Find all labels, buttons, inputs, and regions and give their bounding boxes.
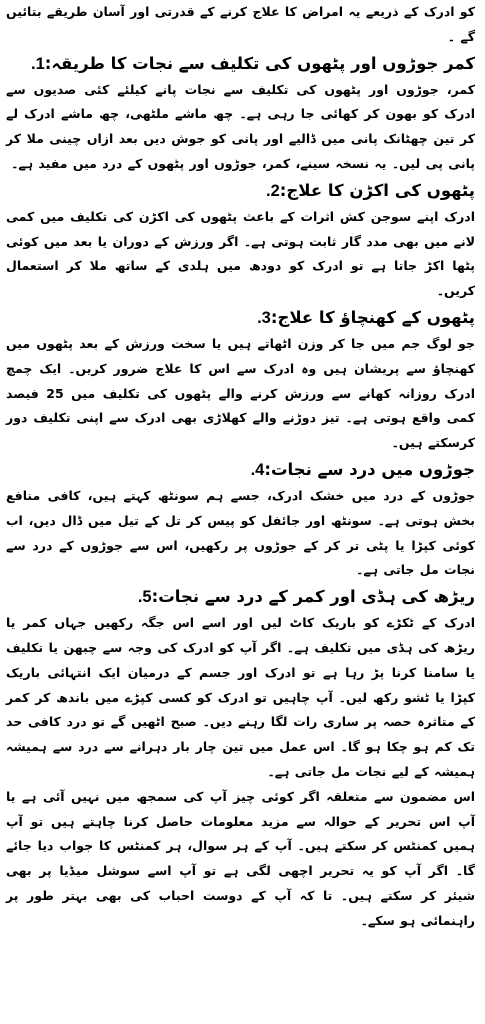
section-number: 1. [30,54,45,73]
section-title: پٹھوں کی اکڑن کا علاج: [279,180,475,200]
section-heading [6,583,475,611]
section-5 [6,583,475,785]
section-2 [6,177,475,304]
section-body: کمر، جوڑوں اور پٹھوں کی تکلیف سے نجات پانے کیلئے کئی صدیوں سے ادرک کو بھون کر کھائی جا رہی ہے۔ چھ ماشے ملٹھی، چھ ماشے ادرک لے کر تین چھٹانک پانی میں ڈالیے اور پانی کو جوش دیں بعد ازاں چینی ملا کر پانی پی لیں۔ یہ نسخہ سینے، کمر، جوڑوں اور پٹھوں کے درد میں مفید ہے۔ [6,81,475,171]
section-title: کمر جوڑوں اور پٹھوں کی تکلیف سے نجات کا طریقہ: [44,53,475,73]
section-heading [6,177,475,205]
section-1 [6,50,475,177]
closing-paragraph: اس مضمون سے متعلقہ اگر کوئی چیز آپ کی سمجھ میں نہیں آئی ہے یا آپ اس تحریر کے حوالہ سے مزید معلومات حاصل کرنا چاہتے ہیں تو آپ ہمیں کمنٹس کر سکتے ہیں۔ آپ کے ہر سوال، ہر کمنٹس کا جواب دیا جائے گا۔ اگر آپ کو یہ تحریر اچھی لگی ہے تو آپ اسے سوشل میڈیا پر بھی شیئر کر سکتے ہیں۔ تا کہ آپ کے دوست احباب کی بھی بہتر طور پر راہنمائی ہو سکے۔ [6,788,475,928]
section-number: 3. [257,308,271,327]
section-title: ریڑھ کی ہڈی اور کمر کے درد سے نجات: [151,587,475,607]
section-body: ادرک کے ٹکڑے کو باریک کاٹ لیں اور اسے اس جگہ رکھیں جہاں کمر یا ریڑھ کی ہڈی میں تکلیف ہے۔ اگر آپ کو ادرک کی وجہ سے چبھن یا تکلیف یا سامنا کرنا پڑ رہا ہے تو ادرک اور جسم کے درمیان ایک انتہائی باریک کپڑا یا ٹشو رکھ لیں۔ آپ چاہیں تو ادرک کو کسی کپڑے میں باندھ کر کمر کے متاثرہ حصہ پر ساری رات لگا رہنے دیں۔ صبح اٹھیں گے تو درد کافی حد تک کم ہو چکا ہو گا۔ اس عمل میں تین چار بار دہرانے سے درد سے ہمیشہ ہمیشہ کے لیے نجات مل جاتی ہے۔ [6,615,475,779]
intro-paragraph: کو ادرک کے ذریعے یہ امراض کا علاج کرنے کے قدرتی اور آسان طریقے بتائیں گے ۔ [6,4,475,44]
section-heading [6,304,475,332]
section-title: جوڑوں میں درد سے نجات: [264,459,475,479]
section-body: جو لوگ جم میں جا کر وزن اٹھاتے ہیں یا سخت ورزش کے بعد پٹھوں میں کھنچاؤ سے پریشان ہیں وہ ادرک سے اس کا علاج ضرور کریں۔ ایک چمچ ادرک روزانہ کھانے سے ورزش کرنے والے پٹھوں کی تکلیف میں 25 فیصد کمی واقع ہوتی ہے۔ تیز دوڑنے والے کھلاڑی بھی ادرک سے اپنی تکلیف دور کرسکتے ہیں۔ [6,335,475,451]
section-title: پٹھوں کے کھنچاؤ کا علاج: [270,307,475,327]
section-number: 5. [137,588,152,607]
section-3 [6,304,475,456]
section-heading [6,50,475,78]
section-4 [6,456,475,583]
section-body: ادرک اپنے سوجن کش اثرات کے باعث پٹھوں کی اکڑن کی تکلیف میں کمی لانے میں بھی مدد گار ثابت ہوتی ہے۔ اگر ورزش کے دوران یا بعد میں کوئی پٹھا اکڑ جاتا ہے تو ادرک کو دودھ میں ہلدی کے ساتھ ملا کر استعمال کریں۔ [6,208,475,299]
section-heading [6,456,475,484]
section-number: 4. [250,460,265,479]
section-number: 2. [266,181,280,200]
section-body: جوڑوں کے درد میں خشک ادرک، جسے ہم سونٹھ کہتے ہیں، کافی منافع بخش ہوتی ہے۔ سونٹھ اور جائفل کو پیس کر تل کے تیل میں ڈال دیں، اب کوئی کپڑا یا پٹی تر کر کے جوڑوں پر رکھیں، اس سے جوڑوں کے درد سے نجات مل جاتی ہے۔ [6,487,475,578]
